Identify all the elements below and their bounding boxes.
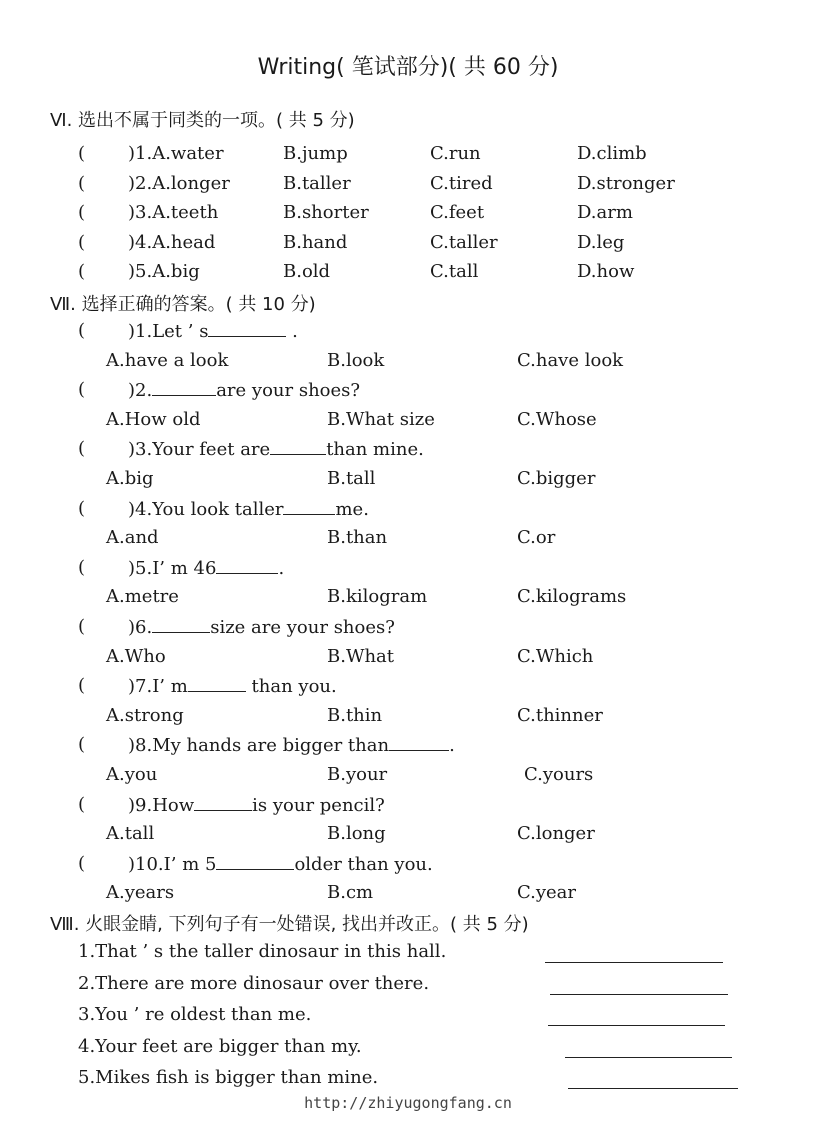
answer-paren: ( — [78, 202, 86, 223]
question-text: . — [278, 557, 285, 579]
answer-blank[interactable] — [389, 734, 449, 751]
answer-blank[interactable] — [216, 557, 278, 574]
option-a: A.and — [106, 527, 159, 549]
option-b: B.tall — [327, 467, 376, 489]
option-a: A.Who — [106, 645, 166, 667]
option-c: C.kilograms — [517, 586, 627, 608]
question-stem — [128, 734, 455, 756]
question-stem: )3.A.teeth — [128, 202, 219, 223]
option-b: B.thin — [327, 704, 383, 726]
correction-blank[interactable] — [550, 994, 728, 995]
correction-blank[interactable] — [545, 962, 723, 963]
option-a: A.big — [106, 467, 154, 489]
answer-blank[interactable] — [152, 379, 216, 396]
answer-paren: ( — [78, 734, 86, 756]
question-text: )10.I’ m 5 — [128, 853, 217, 875]
question-text: than mine. — [326, 439, 424, 461]
option-d: D.how — [577, 261, 635, 282]
question-text: is your pencil? — [252, 794, 385, 816]
correction-blank[interactable] — [565, 1057, 732, 1058]
section-7-heading: Ⅶ. 选择正确的答案。( 共 10 分) — [50, 294, 316, 315]
option-b: B.your — [327, 763, 388, 785]
question-text: older than you. — [294, 853, 433, 875]
option-c: C.taller — [430, 231, 498, 253]
option-b: B.shorter — [283, 202, 369, 223]
option-b: B.What — [327, 645, 395, 667]
question-text: are your shoes? — [216, 380, 361, 402]
sentence: 3.You ’ re oldest than me. — [78, 1004, 312, 1025]
sentence: 4.Your feet are bigger than my. — [78, 1035, 362, 1057]
option-d: D.arm — [577, 202, 633, 223]
option-d: D.climb — [577, 143, 647, 164]
option-c: C.Which — [517, 645, 594, 667]
option-d: D.leg — [577, 231, 625, 253]
question-stem — [128, 794, 385, 816]
answer-blank[interactable] — [216, 853, 294, 870]
question-stem — [128, 557, 284, 579]
answer-paren: ( — [78, 231, 86, 253]
question-text: . — [286, 321, 298, 342]
question-text: )2. — [128, 380, 153, 402]
question-stem: )4.A.head — [128, 231, 216, 253]
answer-paren: ( — [78, 497, 86, 519]
question-text: )4.You look taller — [128, 498, 284, 520]
correction-blank[interactable] — [548, 1025, 725, 1026]
answer-paren: ( — [78, 379, 86, 401]
question-text: )1.Let ’ s — [128, 321, 209, 342]
question-text: than you. — [245, 676, 337, 698]
question-stem: )5.A.big — [128, 261, 200, 282]
question-text: size are your shoes? — [210, 617, 395, 638]
answer-paren: ( — [78, 675, 86, 697]
option-b: B.What size — [327, 408, 435, 430]
question-stem — [128, 320, 298, 342]
option-c: C.or — [517, 527, 556, 549]
sentence: 2.There are more dinosaur over there. — [78, 972, 430, 994]
answer-paren: ( — [78, 556, 86, 578]
option-a: A.have a look — [106, 349, 229, 371]
question-text: )6. — [128, 617, 153, 638]
answer-blank[interactable] — [283, 498, 335, 515]
option-c: C.have look — [517, 349, 624, 371]
answer-paren: ( — [78, 143, 86, 164]
answer-paren: ( — [78, 616, 86, 637]
question-stem — [128, 438, 424, 460]
sentence: 5.Mikes fish is bigger than mine. — [78, 1067, 379, 1088]
option-c: C.run — [430, 143, 481, 164]
answer-paren: ( — [78, 852, 86, 874]
option-c: C.tired — [430, 172, 493, 194]
answer-blank[interactable] — [188, 675, 246, 692]
option-d: D.stronger — [577, 172, 675, 194]
page-title: Writing( 笔试部分)( 共 60 分) — [257, 55, 559, 80]
question-stem — [128, 853, 433, 875]
option-b: B.old — [283, 261, 331, 282]
answer-blank[interactable] — [194, 794, 252, 811]
option-b: B.jump — [283, 143, 348, 164]
footer-url: http://zhiyugongfang.cn — [304, 1094, 512, 1112]
option-b: B.hand — [283, 231, 348, 253]
answer-paren: ( — [78, 438, 86, 460]
option-b: B.long — [327, 823, 386, 845]
option-c: C.year — [517, 882, 577, 904]
question-text: . — [449, 735, 455, 757]
option-b: B.look — [327, 349, 385, 371]
answer-blank[interactable] — [208, 320, 286, 337]
option-a: A.years — [106, 882, 175, 904]
question-stem: )2.A.longer — [128, 172, 230, 194]
question-text: )9.How — [128, 794, 195, 816]
question-text: )5.I’ m 46 — [128, 557, 217, 579]
option-c: C.feet — [430, 202, 485, 223]
option-b: B.kilogram — [327, 586, 428, 608]
option-a: A.metre — [106, 586, 179, 608]
option-c: C.thinner — [517, 704, 603, 726]
option-c: C.longer — [517, 823, 595, 845]
answer-paren: ( — [78, 261, 86, 282]
question-stem: )1.A.water — [128, 143, 224, 164]
option-a: A.tall — [106, 823, 155, 845]
question-text: )8.My hands are bigger than — [128, 735, 390, 757]
question-stem — [128, 616, 395, 638]
section-8-heading: Ⅷ. 火眼金睛, 下列句子有一处错误, 找出并改正。( 共 5 分) — [50, 914, 529, 935]
option-a: A.How old — [106, 408, 201, 430]
option-b: B.cm — [327, 882, 374, 904]
option-c: C.yours — [524, 763, 594, 785]
question-text: me. — [335, 498, 369, 520]
question-stem — [128, 498, 369, 520]
answer-blank[interactable] — [270, 438, 326, 455]
option-b: B.taller — [283, 172, 351, 194]
answer-paren: ( — [78, 793, 86, 815]
question-stem — [128, 675, 337, 697]
answer-paren: ( — [78, 320, 86, 341]
option-a: A.you — [106, 763, 158, 785]
answer-paren: ( — [78, 172, 86, 194]
option-c: C.bigger — [517, 467, 596, 489]
question-text: )7.I’ m — [128, 676, 188, 698]
option-a: A.strong — [106, 704, 184, 726]
answer-blank[interactable] — [152, 616, 210, 633]
correction-blank[interactable] — [568, 1088, 738, 1089]
option-c: C.Whose — [517, 408, 597, 430]
option-c: C.tall — [430, 261, 479, 282]
question-stem — [128, 379, 360, 401]
sentence: 1.That ’ s the taller dinosaur in this hall. — [78, 941, 447, 962]
option-b: B.than — [327, 527, 388, 549]
section-6-heading: Ⅵ. 选出不属于同类的一项。( 共 5 分) — [50, 110, 355, 131]
question-text: )3.Your feet are — [128, 439, 271, 461]
